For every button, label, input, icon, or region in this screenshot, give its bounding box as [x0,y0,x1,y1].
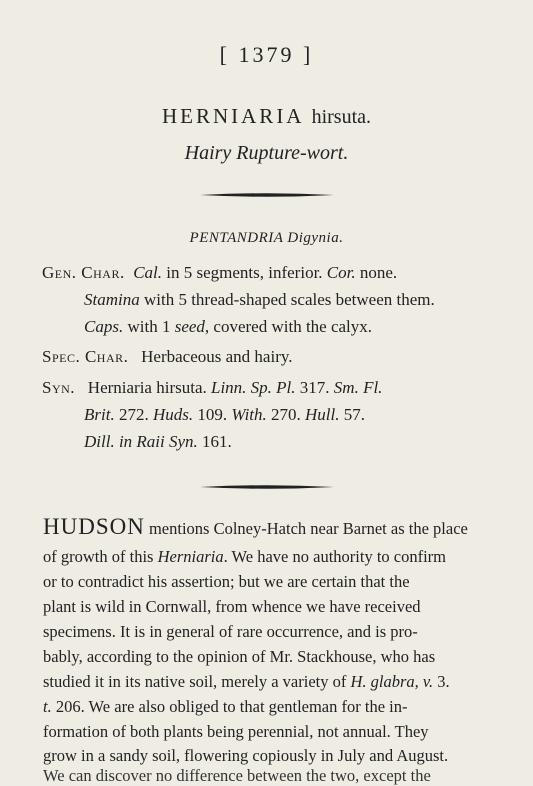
body-text: of growth of this [43,547,158,566]
syn-text: 272. [114,405,153,424]
gen-char-corolla: Cor. [326,263,356,282]
syn-text: Herniaria hirsuta. [87,378,211,397]
syn-line-3 [84,432,232,452]
gen-char-line-1 [42,263,397,283]
order-name: Digynia. [287,230,344,246]
syn-text: 270. [266,405,306,424]
body-line-9: formation of both plants being perennial, not annual. They [43,722,429,741]
genus-name: HERNIARIA [161,104,304,128]
ornament-rule-icon [200,482,334,492]
spec-char-text: Herbaceous and hairy. [141,347,293,366]
body-text: . We have no authority to confirm [223,547,447,566]
gen-char-capsule: Caps. [84,317,124,336]
gen-char-stamina: Stamina [84,290,140,309]
spec-char-label: Spec. Char. [42,347,129,366]
body-italic: Herniaria [157,547,224,566]
syn-text: 161. [197,432,232,451]
gen-char-text: with 5 thread-shaped scales between them. [139,290,435,309]
body-text: mentions Colney-Hatch near Barnet as the place [144,519,468,538]
class-name: PENTANDRIA [189,230,284,246]
body-line-10: grow in a sandy soil, flowering copiously in July and August. [43,746,449,765]
syn-ref: Sm. Fl. [333,378,383,397]
common-name: Hairy Rupture-wort. [184,142,349,164]
gen-char-text: , covered with the calyx. [204,317,373,336]
bottom-ornament-rule [0,482,533,492]
body-line-1 [43,514,468,540]
body-line-7 [43,672,450,692]
body-line-3: or to contradict his assertion; but we are certain that the [43,572,410,591]
syn-text: 109. [193,405,232,424]
syn-ref: With. [231,405,267,424]
gen-char-text: with 1 [123,317,175,336]
gen-char-calyx: Cal. [133,263,163,282]
gen-char-text: none. [355,263,398,282]
spec-char-line [42,347,293,367]
body-line-6: bably, according to the opinion of Mr. Stackhouse, who has [43,647,436,666]
body-line-8 [43,697,407,717]
syn-line-2 [84,405,365,425]
syn-ref: Huds. [152,405,194,424]
syn-ref: Brit. [84,405,115,424]
body-text: 206. We are also obliged to that gentleman for the in- [51,697,408,716]
body-text: 3. [433,672,450,691]
species-epithet: hirsuta. [311,106,372,128]
body-italic: H. glabra, v. [350,672,434,691]
gen-char-seed: seed [174,317,205,336]
ornament-rule-icon [200,190,334,200]
body-line-2 [43,547,446,567]
gen-char-line-3 [84,317,372,337]
body-line-4: plant is wild in Cornwall, from whence we have received [43,597,421,616]
syn-line-1 [42,378,382,398]
species-title [0,104,533,129]
linnaean-class [0,230,533,247]
gen-char-label: Gen. Char. [42,263,125,282]
drop-word: HUDSON [43,514,145,539]
body-italic: t. [43,697,52,716]
syn-ref: Linn. Sp. Pl. [211,378,296,397]
body-line-5: specimens. It is in general of rare occurrence, and is pro- [43,622,418,641]
top-ornament-rule [0,190,533,200]
syn-label: Syn. [42,378,76,397]
body-line-11: We can discover no difference between the two, except the [43,766,431,785]
gen-char-line-2 [84,290,435,310]
syn-ref: Hull. [305,405,340,424]
gen-char-text: in 5 segments, inferior. [162,263,327,282]
body-text: studied it in its native soil, merely a variety of [43,672,351,691]
syn-text: 57. [339,405,366,424]
page-number: [ 1379 ] [219,42,314,67]
syn-text: 317. [295,378,334,397]
syn-ref: Dill. in Raii Syn. [84,432,198,451]
